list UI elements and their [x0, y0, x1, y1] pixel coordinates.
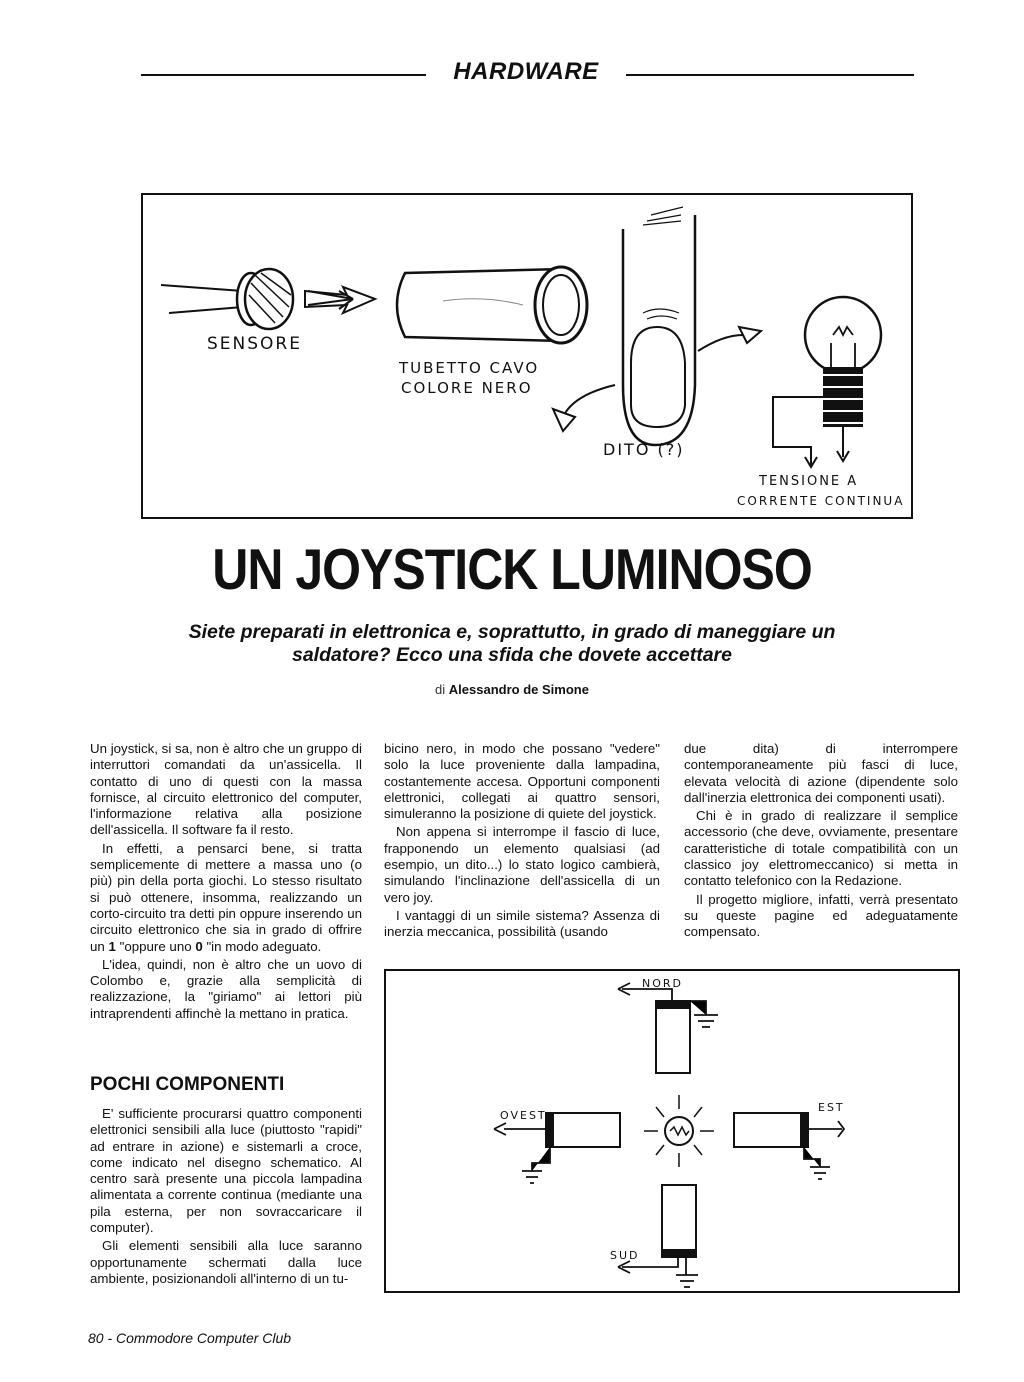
paragraph: Il progetto migliore, infatti, verrà presentato su queste pagine ed adeguatamente compensato. [684, 891, 958, 940]
concept-drawing [143, 195, 915, 521]
column-2 [384, 741, 660, 943]
concept-illustration [141, 193, 913, 519]
label-west: OVEST [500, 1109, 547, 1122]
paragraph: Un joystick, si sa, non è altro che un gruppo di interruttori comandati da un'assicella. Il contatto di uno di questi con la massa fornisce, al circuito elettronico del computer, l'informazione relativa alla posizione dell'assicella. Il software fa il resto. [90, 741, 362, 838]
label-south: SUD [610, 1249, 640, 1262]
label-tube-2: COLORE NERO [401, 379, 533, 397]
article-title: UN JOYSTICK LUMINOSO [212, 537, 812, 602]
label-finger: DITO (?) [603, 440, 685, 459]
paragraph: Non appena si interrompe il fascio di luce, frapponendo un elemento qualsiasi (ad esempio, un dito...) lo stato logico cambierà, simulando l'inclinazione dell'assicella di un vero joy. [384, 824, 660, 905]
byline-author: Alessandro de Simone [448, 682, 589, 697]
schematic-drawing [386, 971, 962, 1295]
section-title: HARDWARE [453, 58, 599, 85]
section-heading: POCHI COMPONENTI [90, 1074, 285, 1095]
sensor-east-shape [734, 1113, 808, 1147]
paragraph: bicino nero, in modo che possano "vedere" solo la luce proveniente dalla lampadina, costantemente accesa. Opportuni componenti elettronici, collegati ai quattro sensori, simuleranno la posizione di quiete del joystick. [384, 741, 660, 822]
label-tube-1: TUBETTO CAVO [399, 359, 540, 377]
column-1 [90, 741, 362, 1024]
paragraph: L'idea, quindi, non è altro che un uovo di Colombo e, grazie alla semplicità di realizzazione, la "giriamo" ai lettori più intraprendenti affinchè la mettano in pratica. [90, 956, 362, 1021]
byline-prefix: di [435, 682, 446, 697]
byline [0, 682, 1024, 697]
page-footer: 80 - Commodore Computer Club [88, 1330, 292, 1346]
paragraph: Gli elementi sensibili alla luce saranno opportunamente schermati dalla luce ambiente, posizionandoli all'interno di un tu- [90, 1238, 362, 1286]
header-rule-right [626, 74, 914, 76]
header-rule-left [141, 74, 426, 76]
paragraph: due dita) di interrompere contemporaneamente più fasci di luce, elevata velocità di azione (dipendente solo dall'inerzia elettronica dei componenti usati). [684, 741, 958, 805]
bold-one: 1 [108, 938, 116, 954]
paragraph: I vantaggi di un simile sistema? Assenza di inerzia meccanica, possibilità (usando [384, 907, 660, 940]
column-3 [684, 741, 958, 943]
paragraph: E' sufficiente procurarsi quattro componenti elettronici sensibili alla luce (piuttosto "rapidi" ad entrare in azione) e sistemarli a croce, come indicato nel disegno schematico. Al centro sarà presente una piccola lampadina alimentata a corrente continua (mediante una pila esterna, per non sovraccaricare il computer). [90, 1106, 362, 1236]
schematic-diagram [384, 969, 960, 1293]
label-voltage-2: CORRENTE CONTINUA [737, 494, 905, 508]
label-voltage-1: TENSIONE A [759, 474, 859, 489]
sensor-south-shape [662, 1185, 696, 1257]
label-east: EST [818, 1101, 845, 1114]
bold-zero: 0 [195, 938, 203, 954]
paragraph: Chi è in grado di realizzare il semplice accessorio (che deve, ovviamente, presentare caratteristiche di totale compatibilità con un classico joy elettromeccanico) si metta in contatto telefonico con la Redazione. [684, 808, 958, 889]
label-north: NORD [642, 977, 683, 990]
article-subtitle: Siete preparati in elettronica e, soprattutto, in grado di maneggiare un saldatore? Ecco una sfida che dovete accettare [188, 621, 836, 666]
column-1-continued [90, 1106, 362, 1289]
label-sensor: SENSORE [207, 334, 302, 354]
paragraph: In effetti, a pensarci bene, si tratta semplicemente di mettere a massa uno (o più) pin della porta giochi. Lo stesso risultato si può ottenere, insomma, realizzando un corto-circuito tra detti pin oppure inserendo un circuito elettronico che sia in grado di offrire un 1 "oppure uno 0 "in modo adeguato. [90, 840, 362, 954]
sensor-west-shape [546, 1113, 620, 1147]
sensor-north-shape [656, 1001, 690, 1073]
